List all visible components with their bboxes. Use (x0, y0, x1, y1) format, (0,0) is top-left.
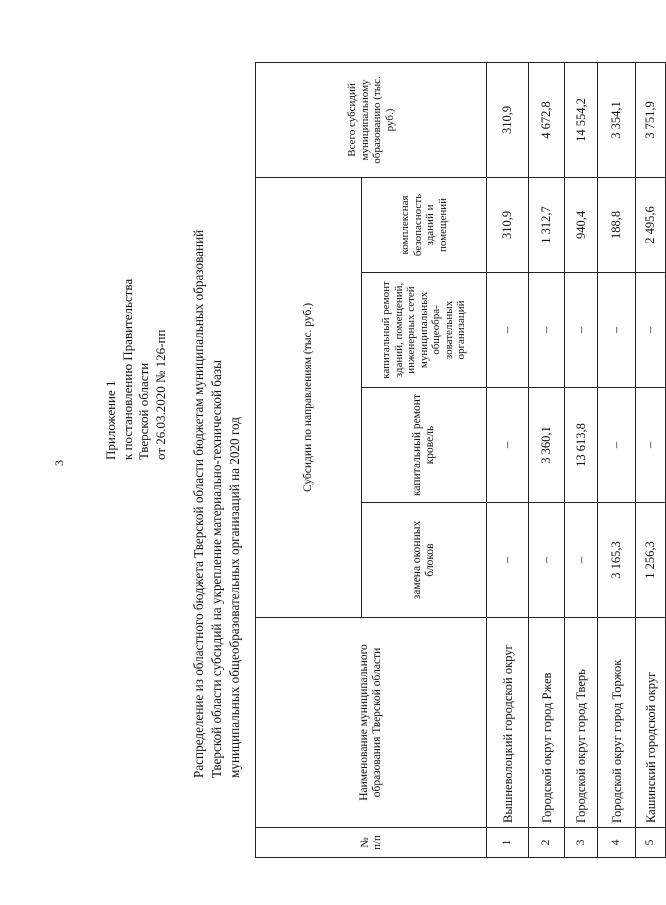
row-total: 310,9 (487, 62, 529, 177)
row-safety: 2 495,6 (636, 177, 666, 272)
heading-line-2: Тверской области субсидий на укрепление материально-технической базы (209, 360, 224, 778)
subsidy-table-wrapper (255, 63, 658, 858)
table-row (529, 62, 565, 857)
row-roofs: 13 613,8 (565, 388, 598, 503)
row-safety: 188,8 (598, 177, 636, 272)
row-windows: – (529, 503, 565, 618)
header-capital-repair: капитальный ремонт зданий, помещений, инженерных сетей муниципальных общеобра-зовательных организаций (362, 273, 487, 388)
row-roofs: – (598, 388, 636, 503)
row-repair: – (636, 273, 666, 388)
row-roofs: – (636, 388, 666, 503)
document-heading (190, 230, 244, 778)
row-safety: 940,4 (565, 177, 598, 272)
row-name: Кашинский городской округ (636, 618, 666, 828)
row-number: 3 (565, 828, 598, 858)
row-name: Городской округ город Ржев (529, 618, 565, 828)
page-number: 3 (52, 460, 66, 466)
row-number: 1 (487, 828, 529, 858)
heading-line-3: муниципальных общеобразовательных организаций на 2020 год (227, 417, 242, 778)
subsidy-table (255, 62, 666, 858)
row-repair: – (565, 273, 598, 388)
row-windows: 1 256,3 (636, 503, 666, 618)
appendix-line-2: к постановлению Правительства (119, 278, 135, 460)
row-number: 2 (529, 828, 565, 858)
table-row (565, 62, 598, 857)
header-number: № п/п (256, 828, 487, 858)
row-safety: 310,9 (487, 177, 529, 272)
header-windows: замена оконных блоков (362, 503, 487, 618)
header-total: Всего субсидий муниципальному образованию (тыс. руб.) (256, 62, 487, 177)
appendix-line-1: Приложение 1 (103, 380, 118, 460)
row-number: 4 (598, 828, 636, 858)
table-row (636, 62, 666, 857)
row-windows: – (565, 503, 598, 618)
row-name: Городской округ город Тверь (565, 618, 598, 828)
row-repair: – (487, 273, 529, 388)
header-name: Наименование муниципального образования Тверской области (256, 618, 487, 828)
row-repair: – (598, 273, 636, 388)
header-subsidies-group: Субсидии по направлениям (тыс. руб.) (256, 177, 362, 617)
header-roofs: капитальный ремонт кровель (362, 388, 487, 503)
appendix-line-4: от 26.03.2020 № 126-пп (152, 329, 168, 460)
table-row (487, 62, 529, 857)
appendix-block (103, 279, 169, 460)
heading-line-1: Распределение из областного бюджета Тверской области бюджетам муниципальных образований (191, 229, 206, 778)
row-windows: – (487, 503, 529, 618)
row-roofs: – (487, 388, 529, 503)
row-roofs: 3 360,1 (529, 388, 565, 503)
row-repair: – (529, 273, 565, 388)
table-row (598, 62, 636, 857)
row-total: 3 354,1 (598, 62, 636, 177)
row-name: Вышневолоцкий городской округ (487, 618, 529, 828)
row-safety: 1 312,7 (529, 177, 565, 272)
row-total: 4 672,8 (529, 62, 565, 177)
header-safety: комплексная безопасность зданий и помещений (362, 177, 487, 272)
row-number: 5 (636, 828, 666, 858)
row-name: Городской округ город Торжок (598, 618, 636, 828)
row-total: 3 751,9 (636, 62, 666, 177)
row-total: 14 554,2 (565, 62, 598, 177)
row-windows: 3 165,3 (598, 503, 636, 618)
appendix-line-3: Тверской области (136, 362, 151, 460)
